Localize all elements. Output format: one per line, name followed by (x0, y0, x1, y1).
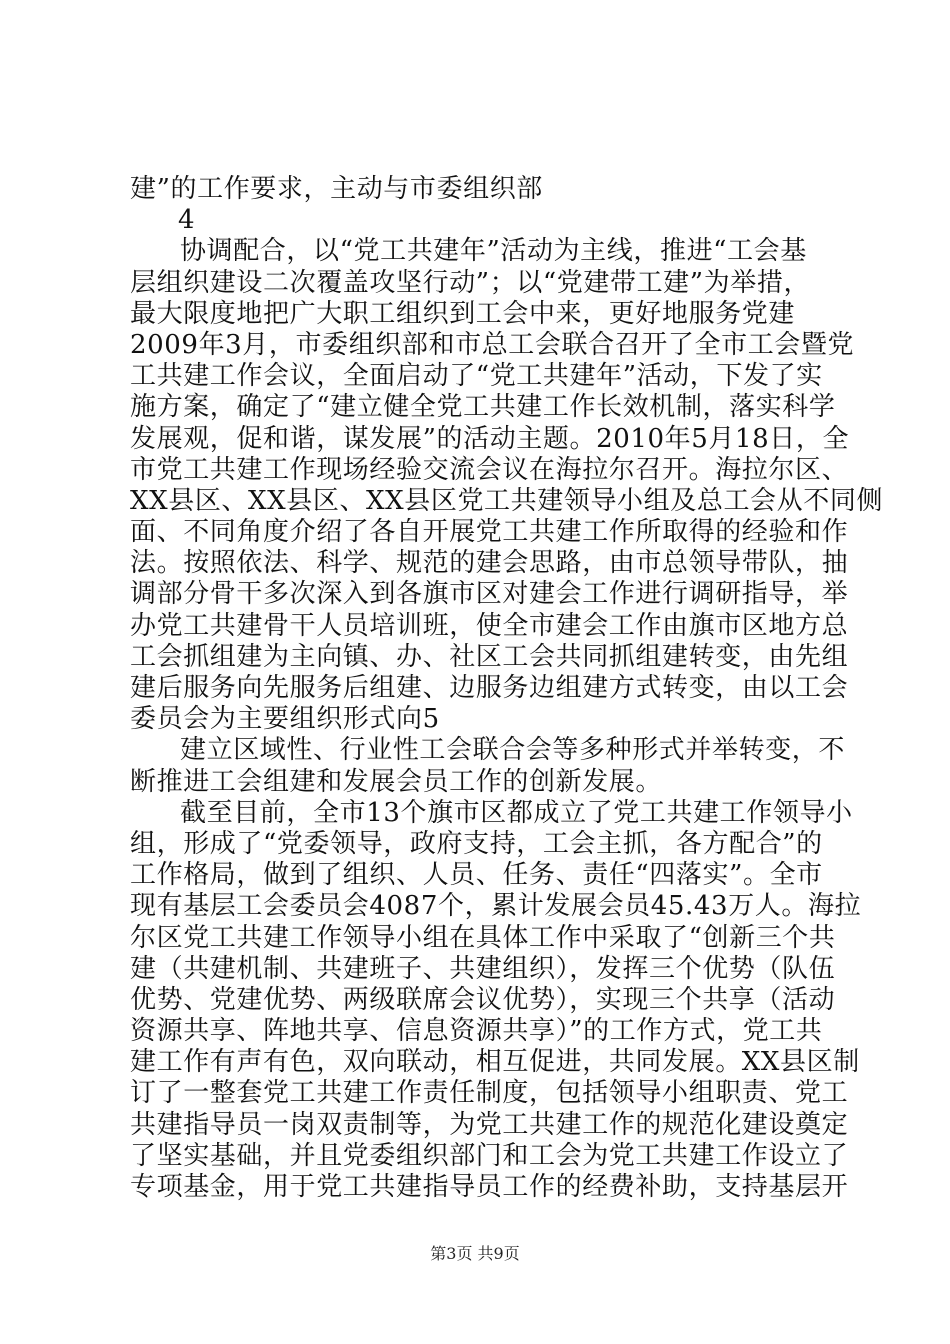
text-line: 现有基层工会委员会4087个，累计发展会员45.43万人。海拉 (130, 891, 862, 922)
text-line: 市党工共建工作现场经验交流会议在海拉尔召开。海拉尔区、 (130, 454, 849, 485)
text-line: XX县区、XX县区、XX县区党工共建领导小组及总工会从不同侧 (130, 485, 884, 516)
text-line: 专项基金，用于党工共建指导员工作的经费补助，支持基层开 (130, 1172, 849, 1202)
text-line: 订了一整套党工共建工作责任制度，包括领导小组职责、党工 (130, 1078, 849, 1109)
text-line: 工作格局，做到了组织、人员、任务、责任“四落实”。全市 (130, 860, 823, 891)
text-line: 委员会为主要组织形式向5 (130, 704, 440, 735)
text-line: 建立区域性、行业性工会联合会等多种形式并举转变，不 (180, 735, 846, 766)
text-line: 法。按照依法、科学、规范的建会思路，由市总领导带队，抽 (130, 548, 849, 579)
text-line: 工共建工作会议，全面启动了“党工共建年”活动，下发了实 (130, 361, 823, 392)
text-line: 建工作有声有色，双向联动，相互促进，共同发展。XX县区制 (130, 1047, 860, 1078)
text-line: 组，形成了“党委领导，政府支持，工会主抓，各方配合”的 (130, 828, 823, 859)
text-line: 层组织建设二次覆盖攻坚行动”；以“党建带工建”为举措， (130, 267, 811, 298)
text-line: 建（共建机制、共建班子、共建组织），发挥三个优势（队伍 (130, 953, 836, 984)
text-line: 断推进工会组建和发展会员工作的创新发展。 (130, 766, 663, 797)
text-line: 优势、党建优势、两级联席会议优势），实现三个共享（活动 (130, 984, 836, 1015)
page-marker: 4 (178, 205, 196, 236)
text-line: 发展观，促和谐，谋发展”的活动主题。2010年5月18日，全 (130, 423, 850, 454)
text-line: 最大限度地把广大职工组织到工会中来，更好地服务党建 (130, 298, 796, 329)
document-body (130, 174, 884, 1203)
text-line: 协调配合，以“党工共建年”活动为主线，推进“工会基 (180, 236, 807, 267)
text-line: 办党工共建骨干人员培训班，使全市建会工作由旗市区地方总 (130, 610, 849, 641)
text-line: 尔区党工共建工作领导小组在具体工作中采取了“创新三个共 (130, 922, 836, 953)
text-line: 施方案，确定了“建立健全党工共建工作长效机制，落实科学 (130, 392, 836, 423)
text-line: 面、不同角度介绍了各自开展党工共建工作所取得的经验和作 (130, 517, 849, 548)
text-line: 2009年3月，市委组织部和市总工会联合召开了全市工会暨党 (130, 329, 855, 360)
text-line: 资源共享、阵地共享、信息资源共享）”的工作方式，党工共 (130, 1016, 823, 1047)
text-line: 了坚实基础，并且党委组织部门和工会为党工共建工作设立了 (130, 1140, 849, 1171)
text-line: 建后服务向先服务后组建、边服务边组建方式转变，由以工会 (130, 673, 849, 703)
page-footer: 第3页 共9页 (430, 1244, 520, 1263)
text-line: 工会抓组建为主向镇、办、社区工会共同抓组建转变，由先组 (130, 641, 849, 672)
text-line: 共建指导员一岗双责制等，为党工共建工作的规范化建设奠定 (130, 1109, 849, 1140)
text-line: 建”的工作要求，主动与市委组织部 (130, 174, 543, 204)
text-line: 截至目前，全市13个旗市区都成立了党工共建工作领导小 (180, 797, 853, 828)
text-line: 调部分骨干多次深入到各旗市区对建会工作进行调研指导，举 (130, 579, 849, 610)
